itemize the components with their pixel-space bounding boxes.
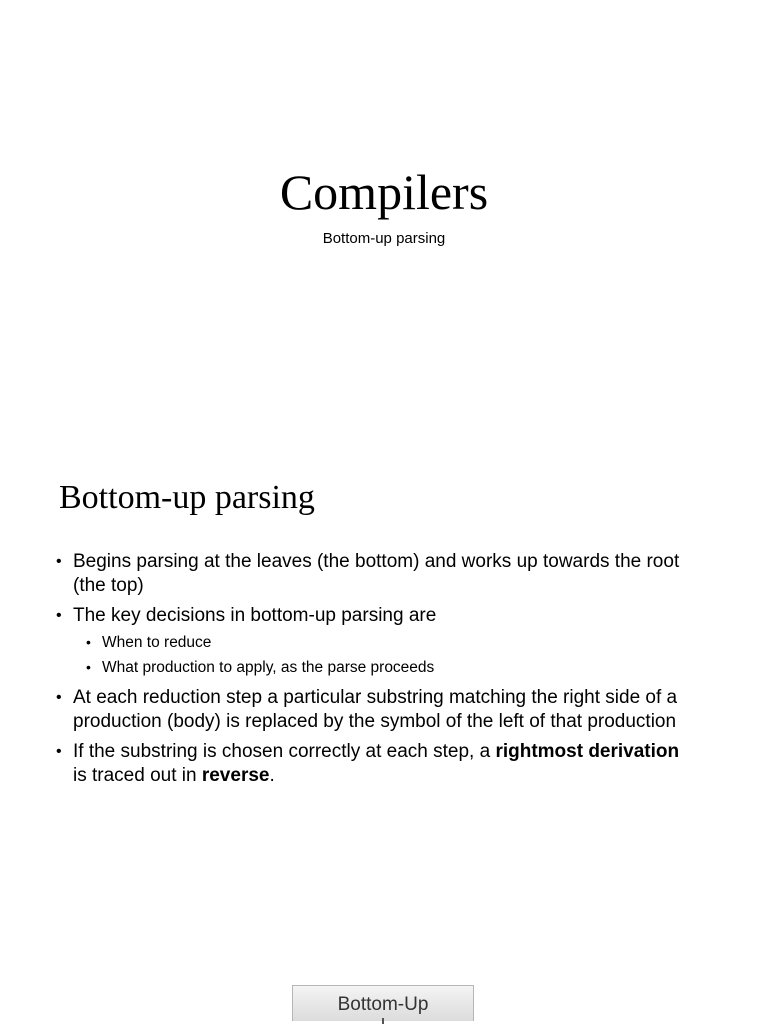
bottom-up-button[interactable]: Bottom-Up [292,985,474,1021]
presentation-title: Compilers [279,164,489,220]
partial-slide [0,864,768,1024]
content-slide [0,432,768,864]
bullet-item [56,604,696,680]
slide-title: Bottom-up parsing [59,479,315,516]
title-slide [0,0,768,432]
presentation-subtitle: Bottom-up parsing [322,230,446,247]
sub-bullet-item: • What production to apply, as the parse proceeds [73,655,696,680]
bullet-text: . [269,765,275,786]
sub-bullet-list [73,630,696,680]
bullet-text: is traced out in [73,765,202,786]
bold-term-reverse: reverse [201,765,270,786]
bullet-list [56,550,696,794]
bullet-text: The key decisions in bottom-up parsing are [73,605,437,626]
bullet-item [56,740,696,788]
bullet-item: • At each reduction step a particular substring matching the right side of a production (body) is replaced by the symbol of the left of that production [56,686,696,734]
bold-term-rightmost-derivation: rightmost derivation [495,741,680,762]
bullet-item: • Begins parsing at the leaves (the bottom) and works up towards the root (the top) [56,550,696,598]
cursor-tick [382,1018,384,1024]
bullet-text: If the substring is chosen correctly at each step, a [73,741,496,762]
sub-bullet-item: • When to reduce [73,630,696,655]
